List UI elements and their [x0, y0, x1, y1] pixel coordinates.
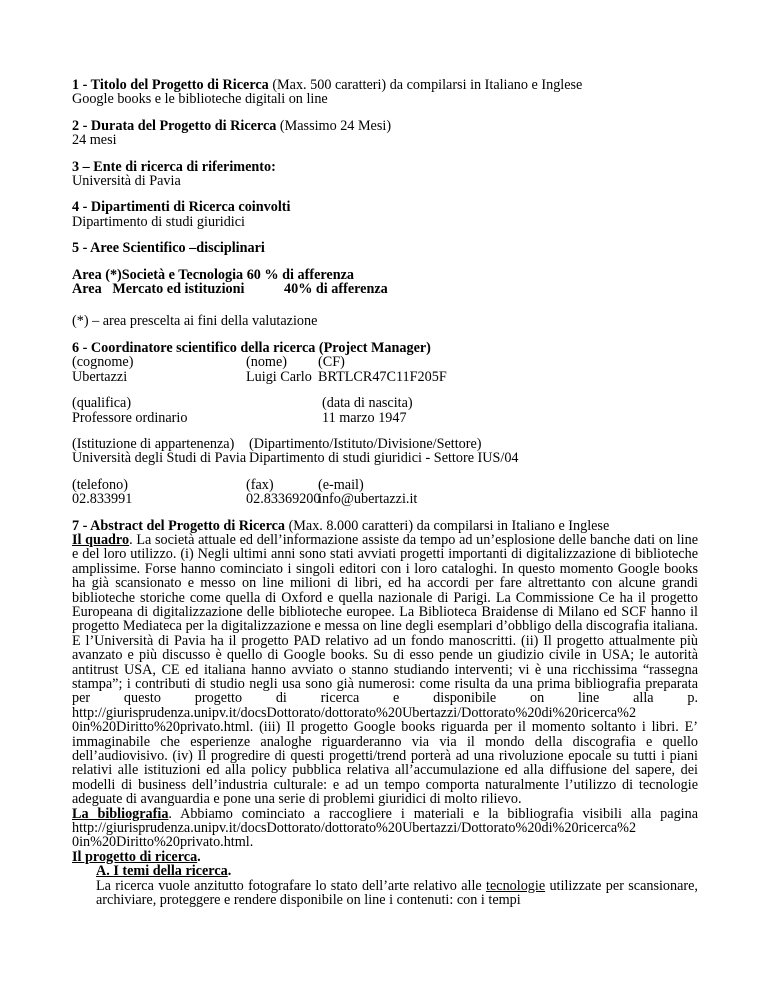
area-note: (*) – area prescelta ai fini della valutazione — [72, 313, 318, 330]
temi-paragraph — [72, 879, 698, 908]
area-1: Area (*)Società e Tecnologia 60 % di afferenza — [72, 266, 354, 283]
nascita-value: 11 marzo 1947 — [322, 409, 407, 426]
section-7-title-note: (Max. 8.000 caratteri) da compilarsi in Italiano e Inglese — [285, 517, 610, 534]
bibliografia-heading: La bibliografia — [72, 805, 169, 822]
temi-heading-line — [72, 864, 698, 878]
istituzione-value: Università degli Studi di Pavia — [72, 450, 247, 467]
area-2 — [72, 282, 698, 296]
qualifica-cell — [72, 396, 322, 425]
istituzione-cell — [72, 437, 249, 466]
section-7 — [72, 519, 698, 908]
temi-tecnologie: tecnologie — [486, 877, 546, 894]
cf-cell — [318, 355, 698, 384]
dipartimento-cell — [249, 437, 698, 466]
section-1-title-note: (Max. 500 caratteri) da compilarsi in Italiano e Inglese — [268, 77, 583, 93]
section-7-heading — [72, 519, 698, 533]
research-entity-value: Università di Pavia — [72, 173, 181, 190]
nome-cell — [246, 355, 318, 384]
nascita-cell — [322, 396, 698, 425]
cf-value: BRTLCR47C11F205F — [318, 368, 447, 385]
duration-value: 24 mesi — [72, 132, 117, 149]
quadro-text: . La società attuale ed dell’informazione assiste da tempo ad un’esplosione delle banche dati on line e del loro utilizzo. (i) Negli ultimi anni sono stati avviati progetti importanti di digitalizzazione di biblioteche amplissime. Forse hanno cominciato i singoli editori con i loro cataloghi. In questo momento Google books ha già scansionato e messo on line milioni di libri, ed ha accordi per fare altrettanto con alcune grandi biblioteche storiche come quella di Oxford e quella nazionale di Parigi. La Commissione Ce ha il progetto Europeana di digitalizzazione delle biblioteche europee. La Biblioteca Braidense di Milano ed SCF hanno il progetto Mediateca per la digitalizzazione e messa on line degli esemplari d’obbligo della discografia italiana. E l’Università di Pavia ha il progetto PAD relativo ad un fondo manoscritti. (ii) Il progetto attualmente più avanzato e più discusso è quello di Google books. Su di esso pende un giudizio civile in USA; le autorità antitrust USA, CE ed italiana hanno avviato o stanno studiando interventi; vi è una ricchissima “rassegna stampa”; i contributi di studio negli usa sono già numerosi: come risulta da una prima bibliografia preparata per questo progetto di ricerca e disponibile on line alla p. http://giurisprudenza.unipv.it/docsDottorato/dottorato%20Ubertazzi/Dottorato%20di%20ricerca%2 0in%20Diritto%20privato.html. (iii) Il progetto Google books riguarda per il momento soltanto i libri. E’ immaginabile che esperienze analoghe riguarderanno via via il mondo della discografia e quello dell’audiovisivo. (iv) Il progredire di questi progetti/trend porterà ad una rivoluzione epocale su tutti i piani relativi alle istituzioni ed alla policy pubblica relativa all’accumulazione ed alla diffusione del sapere, dei modelli di business dell’industria culturale: e ad un tempo comporta naturalmente l’utilizzo di tecnologie adeguate di avanguardia e pone una serie di problemi giuridici di molto rilievo. — [72, 531, 698, 808]
section-1 — [72, 78, 698, 107]
coordinator-name-row — [72, 355, 698, 384]
dipartimento-label: (Dipartimento/Istituto/Divisione/Settore) — [249, 435, 482, 452]
section-6-title: 6 - Coordinatore scientifico della ricerca (Project Manager) — [72, 339, 431, 356]
section-2-title: 2 - Durata del Progetto di Ricerca — [72, 117, 277, 134]
section-5 — [72, 241, 698, 329]
area-2-percent: 40% di afferenza — [284, 281, 388, 298]
telefono-label: (telefono) — [72, 476, 128, 493]
departments-value: Dipartimento di studi giuridici — [72, 213, 245, 230]
temi-heading-dot: . — [227, 863, 232, 880]
section-4-title: 4 - Dipartimenti di Ricerca coinvolti — [72, 199, 291, 216]
temi-text-a: La ricerca vuole anzitutto fotografare lo stato dell’arte relativo alle — [96, 877, 487, 894]
section-7-title: 7 - Abstract del Progetto di Ricerca — [72, 517, 286, 534]
quadro-heading: Il quadro — [72, 531, 130, 548]
abstract-bibliografia-paragraph — [72, 807, 698, 850]
email-cell — [318, 478, 698, 507]
abstract-progetto-heading — [72, 850, 698, 864]
section-1-heading — [72, 78, 698, 92]
fax-label: (fax) — [246, 476, 274, 493]
section-2 — [72, 119, 698, 148]
qualifica-value: Professore ordinario — [72, 409, 188, 426]
section-6 — [72, 341, 698, 507]
cognome-label: (cognome) — [72, 354, 134, 371]
telefono-value: 02.833991 — [72, 491, 133, 508]
progetto-heading: Il progetto di ricerca — [72, 848, 198, 865]
temi-text-b: utilizzate per scansionare, archiviare, proteggere e rendere disponibile on line i contenuti: con i tempi — [96, 877, 698, 909]
abstract-quadro-paragraph — [72, 533, 698, 807]
project-title-value: Google books e le biblioteche digitali on line — [72, 91, 328, 108]
dipartimento-value: Dipartimento di studi giuridici - Settore IUS/04 — [249, 450, 519, 467]
email-value: info@ubertazzi.it — [318, 491, 418, 508]
nome-label: (nome) — [246, 354, 287, 371]
nascita-label: (data di nascita) — [322, 395, 413, 412]
progetto-heading-dot: . — [197, 848, 201, 865]
section-5-title: 5 - Aree Scientifico –disciplinari — [72, 240, 265, 257]
area-2-name: Area Mercato ed istituzioni — [72, 281, 245, 298]
cf-label: (CF) — [318, 354, 345, 371]
cognome-cell — [72, 355, 246, 384]
document-page — [72, 78, 698, 908]
cognome-value: Ubertazzi — [72, 368, 128, 385]
fax-value: 02.83369200 — [246, 491, 321, 508]
section-4 — [72, 200, 698, 229]
section-2-heading — [72, 119, 698, 133]
coordinator-role-row — [72, 396, 698, 425]
nome-value: Luigi Carlo — [246, 368, 312, 385]
coordinator-affiliation-row — [72, 437, 698, 466]
section-3 — [72, 160, 698, 189]
email-label: (e-mail) — [318, 476, 364, 493]
section-1-title: 1 - Titolo del Progetto di Ricerca — [72, 77, 269, 93]
qualifica-label: (qualifica) — [72, 395, 132, 412]
section-2-title-note: (Massimo 24 Mesi) — [276, 117, 392, 134]
fax-cell — [246, 476, 321, 508]
bibliografia-text: . Abbiamo cominciato a raccogliere i materiali e la bibliografia visibili alla pagina http://giurisprudenza.unipv.it/docsDottorato/dottorato%20Ubertazzi/Dottorato%20di%20ricerca%2 0in%20Diritto%20privato.html. — [72, 805, 698, 851]
temi-heading: A. I temi della ricerca — [96, 863, 228, 880]
section-3-title: 3 – Ente di ricerca di riferimento: — [72, 158, 276, 175]
telefono-cell — [72, 478, 246, 507]
istituzione-label: (Istituzione di appartenenza) — [72, 435, 235, 452]
coordinator-contacts-row — [72, 478, 698, 507]
